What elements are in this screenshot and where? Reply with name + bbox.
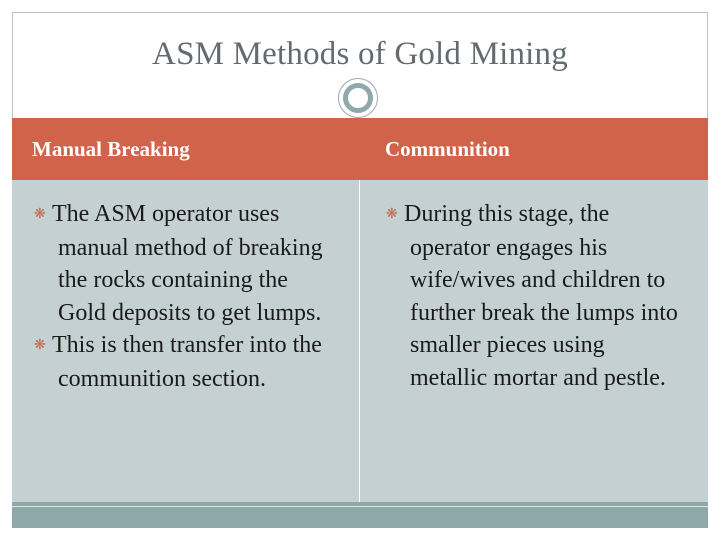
column-header-communition: Communition (385, 137, 510, 161)
footer-rule (12, 506, 708, 507)
column-divider (359, 180, 360, 502)
column-header-manual-breaking: Manual Breaking (32, 137, 190, 161)
bullet-text: This is then transfer into the communition section. (52, 332, 322, 392)
bullet-text: The ASM operator uses manual method of breaking the rocks containing the Gold deposits to get lumps. (52, 201, 323, 326)
slide-title: ASM Methods of Gold Mining (152, 36, 568, 72)
leaf-bullet-icon: ❋ (386, 207, 398, 222)
leaf-bullet-icon: ❋ (34, 338, 46, 353)
ring-icon-inner (343, 83, 373, 113)
bullet-text: During this stage, the operator engages his wife/wives and children to further break the lumps into smaller pieces using metallic mortar and pestle. (404, 201, 678, 391)
column-body-communition (386, 198, 682, 394)
bullet-item (34, 198, 330, 329)
leaf-bullet-icon: ❋ (34, 207, 46, 222)
bullet-item (34, 329, 330, 395)
bullet-item (386, 198, 682, 394)
column-body-manual-breaking (34, 198, 330, 395)
ring-icon (338, 78, 378, 118)
